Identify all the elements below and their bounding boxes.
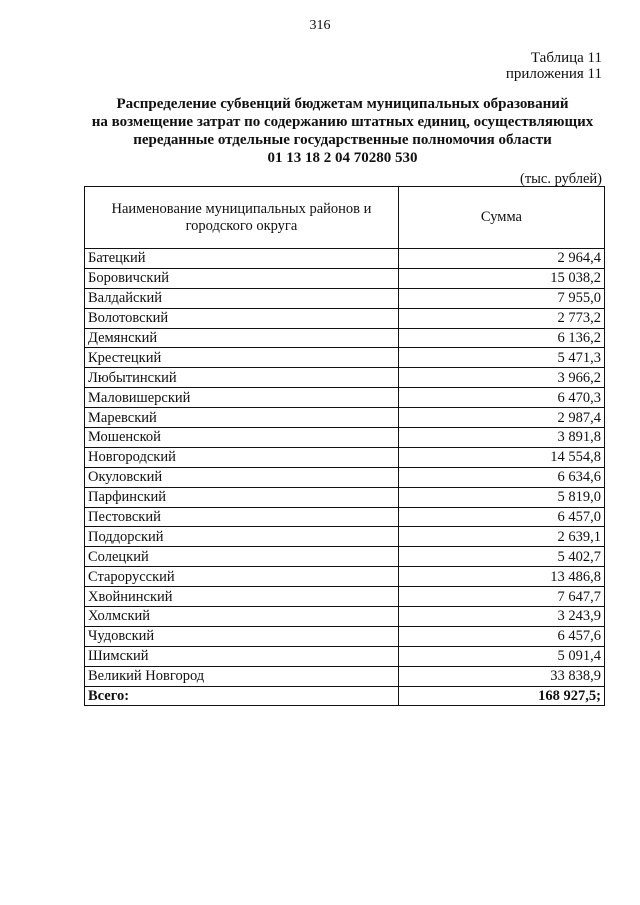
subvention-amount: 5 819,0 (398, 487, 604, 507)
municipality-name: Великий Новгород (85, 666, 399, 686)
subvention-amount: 5 402,7 (398, 547, 604, 567)
table-row (85, 268, 605, 288)
table-row (85, 587, 605, 607)
municipality-name: Любытинский (85, 368, 399, 388)
table-row (85, 368, 605, 388)
municipality-name: Хвойнинский (85, 587, 399, 607)
table-row (85, 646, 605, 666)
table-row (85, 408, 605, 428)
municipality-name: Поддорский (85, 527, 399, 547)
total-label: Всего: (85, 686, 399, 706)
header-sum: Сумма (398, 187, 604, 249)
table-reference-line-2: приложения 11 (505, 66, 602, 82)
subvention-amount: 6 136,2 (398, 328, 604, 348)
table-row (85, 348, 605, 368)
table-row (85, 447, 605, 467)
table-row (85, 666, 605, 686)
title-line-3: переданные отдельные государственные полномочия области (133, 132, 552, 148)
table-row (85, 467, 605, 487)
subvention-amount: 5 091,4 (398, 646, 604, 666)
municipality-name: Волотовский (85, 308, 399, 328)
subvention-amount: 2 639,1 (398, 527, 604, 547)
municipality-name: Валдайский (85, 288, 399, 308)
municipality-name: Холмский (85, 607, 399, 627)
table-row (85, 527, 605, 547)
municipality-name: Мошенской (85, 428, 399, 448)
subvention-amount: 7 647,7 (398, 587, 604, 607)
subvention-amount: 14 554,8 (398, 447, 604, 467)
subvention-amount: 3 966,2 (398, 368, 604, 388)
subvention-amount: 2 987,4 (398, 408, 604, 428)
subvention-amount: 6 457,6 (398, 626, 604, 646)
table-reference-line-1: Таблица 11 (530, 50, 602, 66)
document-title (60, 95, 625, 167)
municipality-name: Солецкий (85, 547, 399, 567)
municipality-name: Маревский (85, 408, 399, 428)
subvention-amount: 6 634,6 (398, 467, 604, 487)
table-row (85, 288, 605, 308)
municipality-name: Окуловский (85, 467, 399, 487)
subvention-amount: 6 470,3 (398, 388, 604, 408)
municipality-name: Парфинский (85, 487, 399, 507)
subvention-amount: 2 773,2 (398, 308, 604, 328)
subvention-amount: 3 243,9 (398, 607, 604, 627)
subvention-amount: 5 471,3 (398, 348, 604, 368)
table-body (85, 249, 605, 706)
table-header-row (85, 187, 605, 249)
budget-code: 01 13 18 2 04 70280 530 (267, 150, 418, 166)
table-row (85, 607, 605, 627)
table-row (85, 507, 605, 527)
municipality-name: Пестовский (85, 507, 399, 527)
title-line-1: Распределение субвенций бюджетам муниципальных образований (116, 96, 569, 112)
table-row (85, 567, 605, 587)
total-amount: 168 927,5; (398, 686, 604, 706)
table-row (85, 328, 605, 348)
municipality-name: Батецкий (85, 249, 399, 269)
table-row (85, 388, 605, 408)
municipality-name: Чудовский (85, 626, 399, 646)
table-row (85, 428, 605, 448)
subvention-amount: 15 038,2 (398, 268, 604, 288)
title-line-2: на возмещение затрат по содержанию штатных единиц, осуществляющих (91, 114, 594, 130)
page-number: 316 (309, 18, 331, 33)
subventions-table (84, 186, 605, 706)
table-row (85, 487, 605, 507)
municipality-name: Крестецкий (85, 348, 399, 368)
municipality-name: Старорусский (85, 567, 399, 587)
subvention-amount: 13 486,8 (398, 567, 604, 587)
table-row (85, 626, 605, 646)
municipality-name: Маловишерский (85, 388, 399, 408)
subvention-amount: 3 891,8 (398, 428, 604, 448)
header-name: Наименование муниципальных районов и городского округа (85, 187, 399, 249)
table-row (85, 547, 605, 567)
table-row (85, 249, 605, 269)
subvention-amount: 6 457,0 (398, 507, 604, 527)
subvention-amount: 33 838,9 (398, 666, 604, 686)
subvention-amount: 2 964,4 (398, 249, 604, 269)
municipality-name: Боровичский (85, 268, 399, 288)
municipality-name: Новгородский (85, 447, 399, 467)
municipality-name: Шимский (85, 646, 399, 666)
table-row (85, 308, 605, 328)
municipality-name: Демянский (85, 328, 399, 348)
total-row (85, 686, 605, 706)
subvention-amount: 7 955,0 (398, 288, 604, 308)
units-label: (тыс. рублей) (520, 171, 602, 187)
table-reference (506, 50, 602, 82)
